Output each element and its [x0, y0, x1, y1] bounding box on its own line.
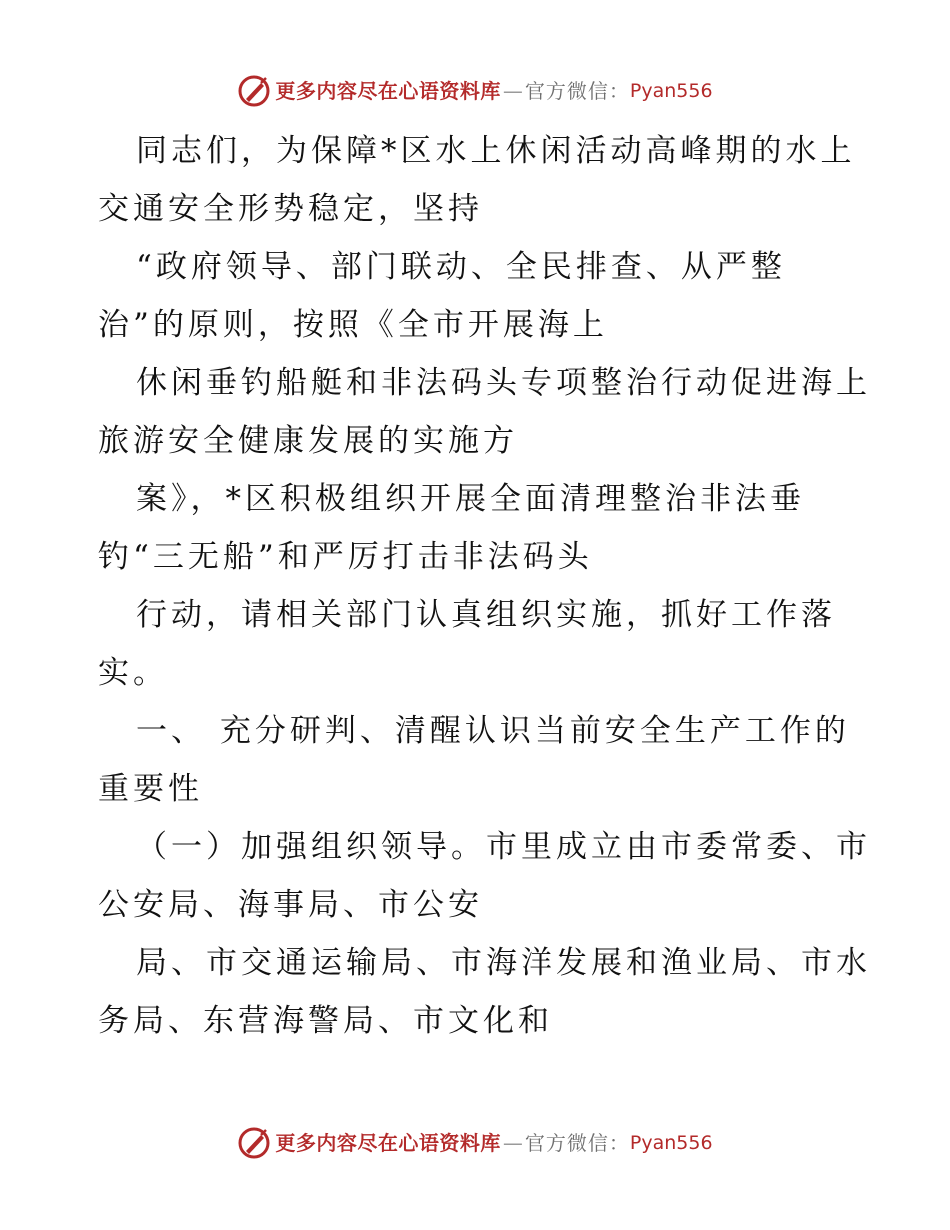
watermark-wechat-id: Pyan556 — [629, 1132, 713, 1154]
body-text-line: 钓“三无船”和严厉打击非法码头 — [98, 539, 593, 575]
body-text-line: 重要性 — [98, 771, 203, 807]
watermark-lead-text: 更多内容尽在心语资料库 — [275, 79, 501, 103]
watermark-dash: — — [502, 79, 523, 103]
watermark-dash: — — [502, 1131, 523, 1155]
body-text-line: 局、市交通运输局、市海洋发展和渔业局、市水 — [136, 945, 871, 981]
watermark-wechat-label: 官方微信： — [524, 79, 630, 103]
body-text-line: 实。 — [98, 655, 168, 691]
footer-watermark — [0, 1126, 950, 1160]
body-text-line: “政府领导、部门联动、全民排查、从严整 — [136, 249, 786, 285]
body-text-line: 治”的原则，按照《全市开展海上 — [98, 307, 608, 343]
body-text-line: 休闲垂钓船艇和非法码头专项整治行动促进海上 — [136, 365, 871, 401]
watermark-wechat-id: Pyan556 — [629, 80, 713, 102]
body-text-line: 行动，请相关部门认真组织实施，抓好工作落 — [136, 597, 836, 633]
body-text-line: 务局、东营海警局、市文化和 — [98, 1003, 553, 1039]
document-body — [98, 122, 878, 1050]
quill-logo-icon — [237, 1126, 271, 1160]
watermark-lead-text: 更多内容尽在心语资料库 — [275, 1131, 501, 1155]
body-text-line: 案》，*区积极组织开展全面清理整治非法垂 — [136, 481, 805, 517]
body-text-line: 同志们，为保障*区水上休闲活动高峰期的水上 — [136, 133, 856, 169]
body-text-line: 交通安全形势稳定，坚持 — [98, 191, 483, 227]
body-text-line: 旅游安全健康发展的实施方 — [98, 423, 518, 459]
header-watermark — [0, 74, 950, 108]
quill-logo-icon — [237, 74, 271, 108]
body-text-line: （一）加强组织领导。市里成立由市委常委、市 — [136, 829, 871, 865]
watermark-wechat-label: 官方微信： — [524, 1131, 630, 1155]
body-text-line: 公安局、海事局、市公安 — [98, 887, 483, 923]
body-text-line: 一、 充分研判、清醒认识当前安全生产工作的 — [136, 713, 850, 749]
